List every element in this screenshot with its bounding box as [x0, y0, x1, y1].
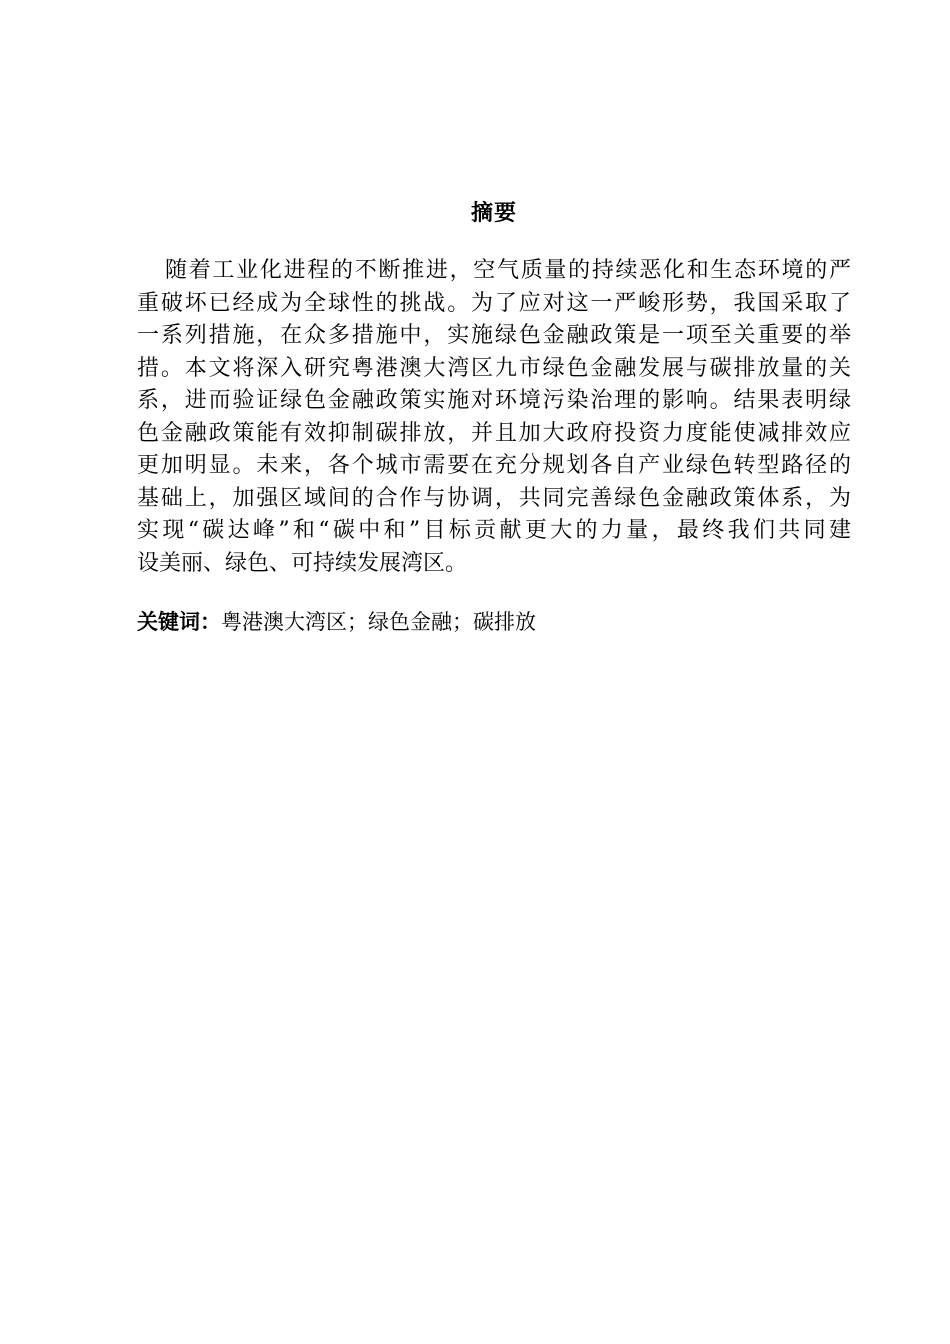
keywords-text: 粤港澳大湾区；绿色金融；碳排放	[221, 610, 536, 634]
abstract-line: 随着工业化进程的不断推进，空气质量的持续恶化和生态环境的严	[165, 258, 851, 283]
abstract-line: 更加明显。未来，各个城市需要在充分规划各自产业绿色转型路径的	[137, 453, 851, 478]
keywords-line	[137, 606, 536, 638]
abstract-line: 一系列措施，在众多措施中，实施绿色金融政策是一项至关重要的举	[137, 323, 851, 348]
abstract-line: 措。本文将深入研究粤港澳大湾区九市绿色金融发展与碳排放量的关	[137, 355, 851, 381]
abstract-line: 设美丽、绿色、可持续发展湾区。	[137, 550, 468, 576]
abstract-title: 摘要	[470, 201, 517, 226]
abstract-line: 基础上，加强区域间的合作与协调，共同完善绿色金融政策体系，为	[137, 485, 851, 511]
abstract-line: 重破坏已经成为全球性的挑战。为了应对这一严峻形势，我国采取了	[137, 290, 851, 316]
keywords-label: 关键词：	[137, 610, 221, 634]
abstract-line: 实现“碳达峰”和“碳中和”目标贡献更大的力量，最终我们共同建	[137, 518, 851, 543]
abstract-line: 色金融政策能有效抑制碳排放，并且加大政府投资力度能使减排效应	[137, 420, 851, 446]
abstract-body	[137, 255, 851, 580]
abstract-line: 系，进而验证绿色金融政策实施对环境污染治理的影响。结果表明绿	[137, 388, 851, 413]
